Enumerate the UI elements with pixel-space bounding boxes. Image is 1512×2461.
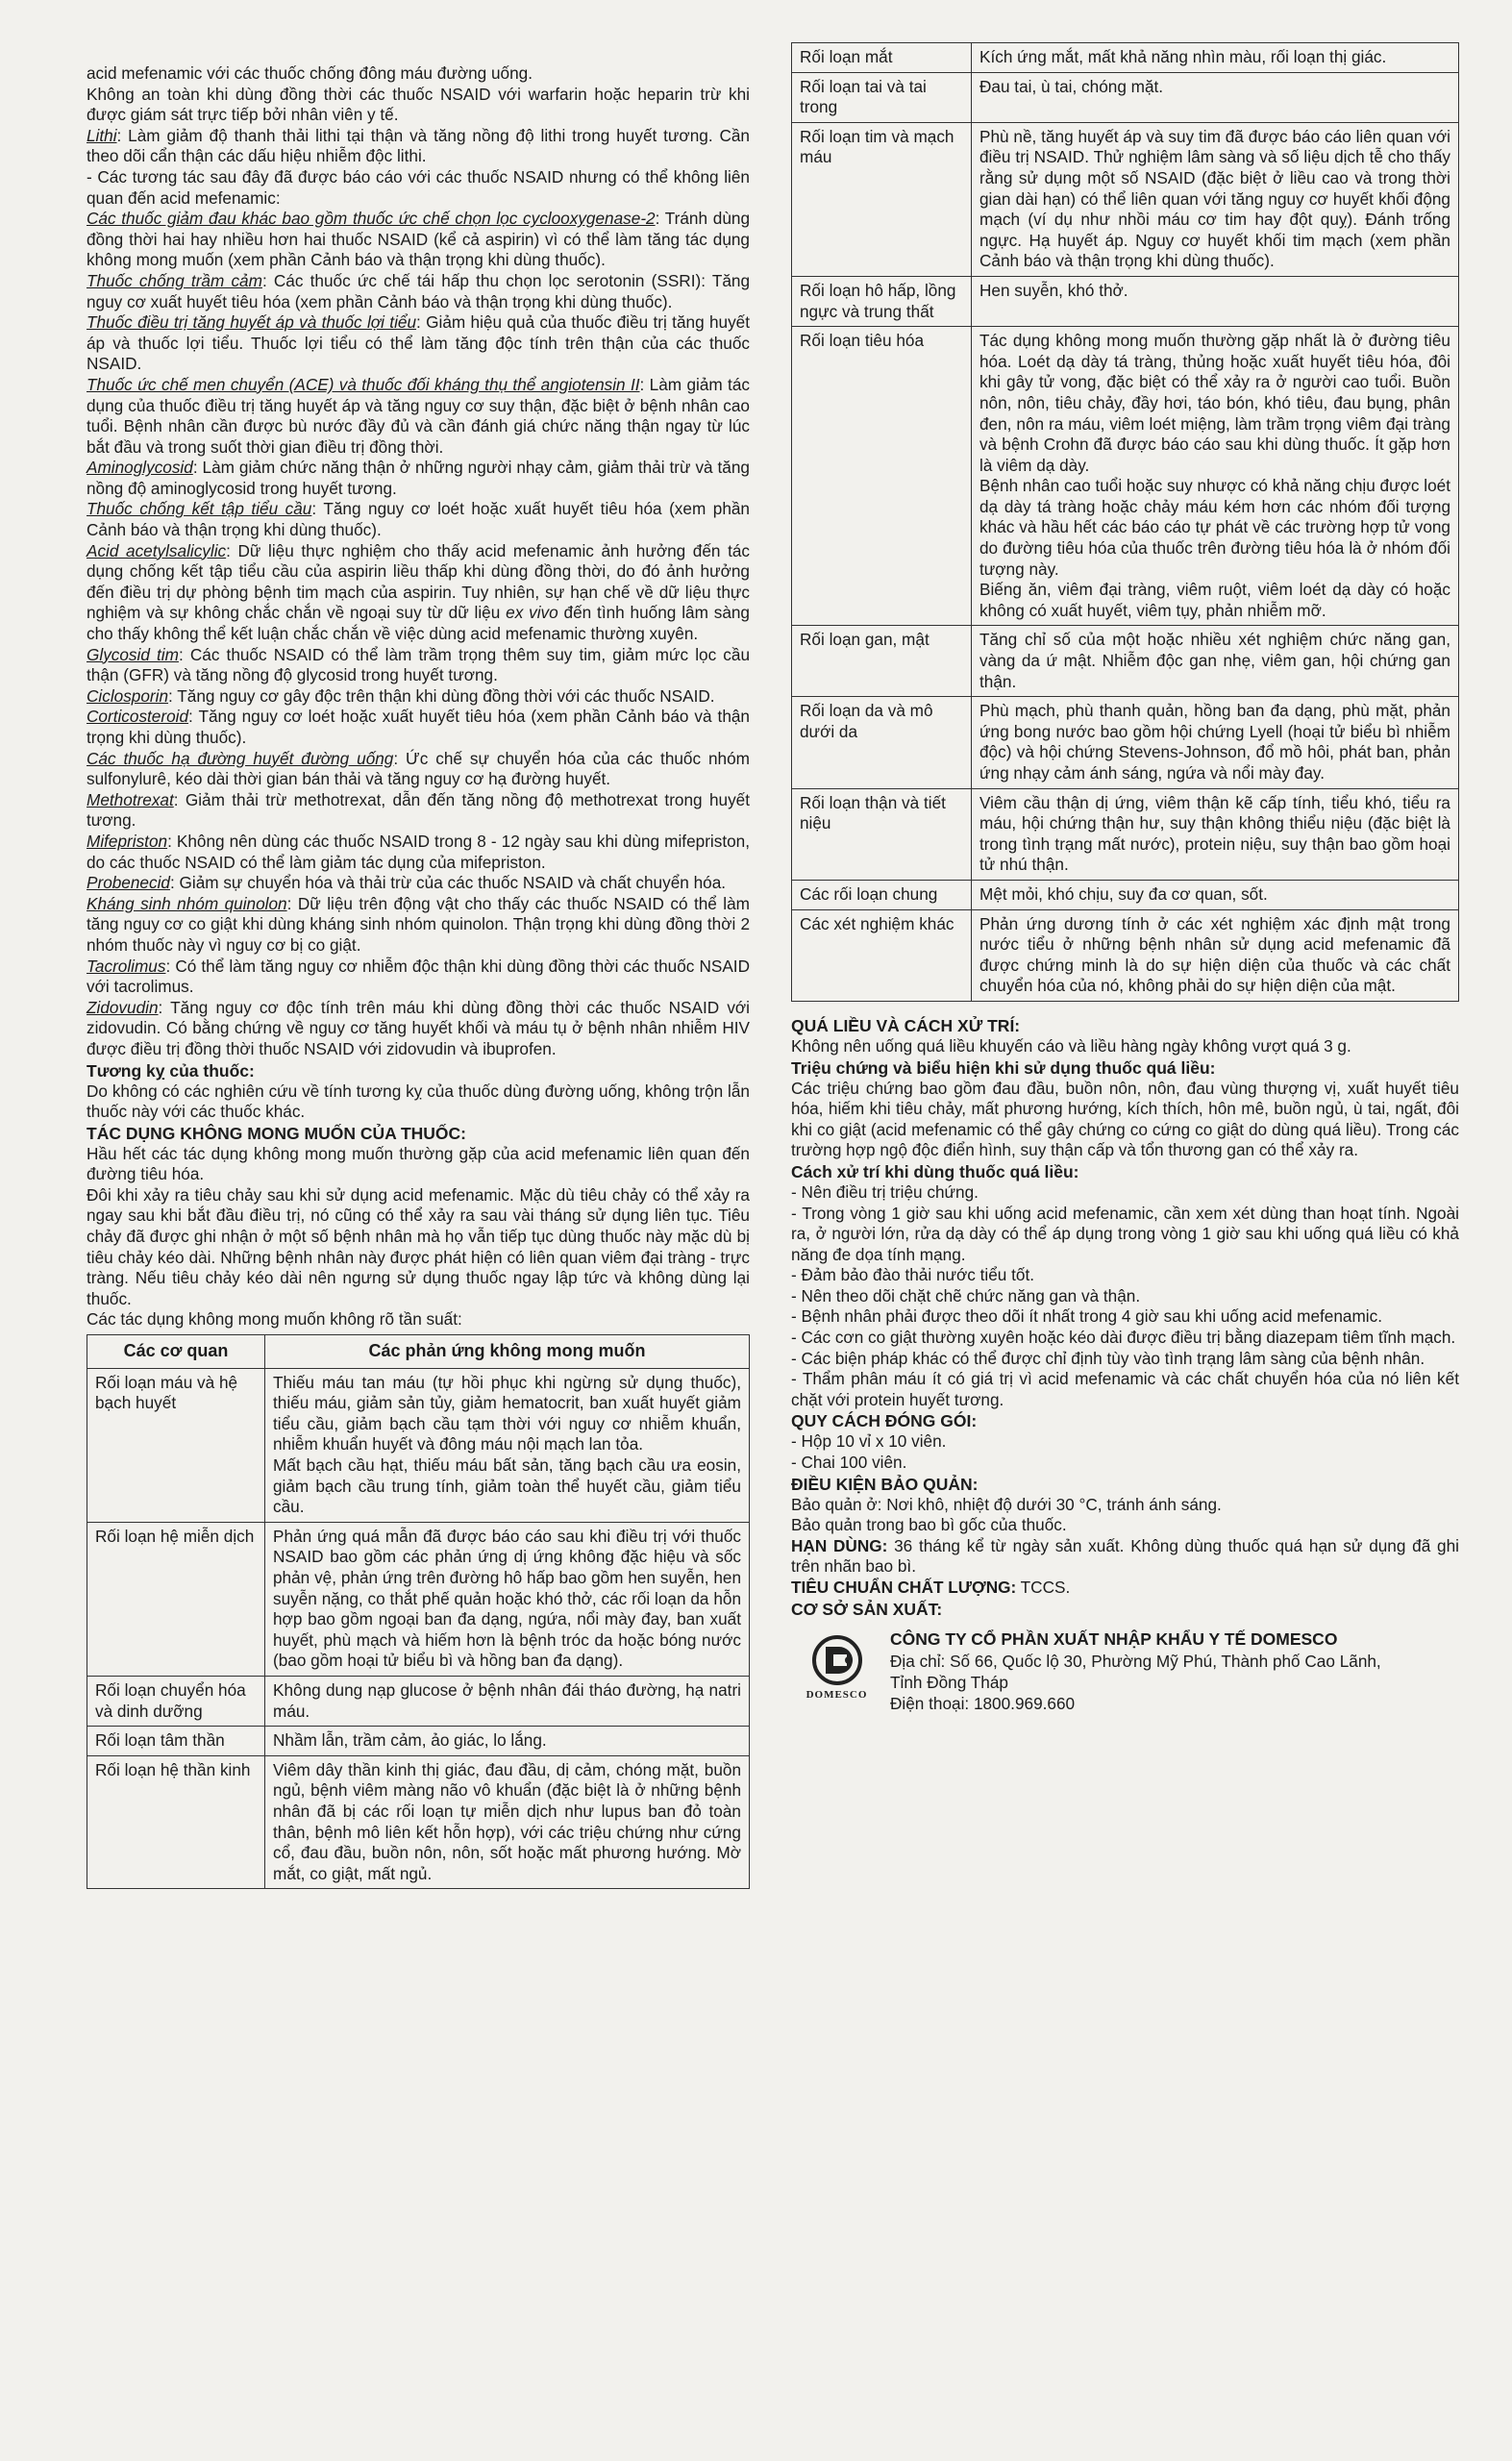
list-item: - Các cơn co giật thường xuyên hoặc kéo dài được điều trị bằng diazepam tiêm tĩnh mạch. [791,1328,1456,1348]
list-item: - Nên theo dõi chặt chẽ chức năng gan và thận. [791,1285,1141,1305]
interaction-reported: - Các tương tác sau đây đã được báo cáo với các thuốc NSAID nhưng có thể không liên quan đến acid mefenamic: [87,166,750,208]
effect-text: Viêm dây thần kinh thị giác, đau đầu, dị cảm, chóng mặt, buồn ngủ, bệnh viêm màng não vô khuẩn (đặc biệt là ở những bệnh nhân đã bị các rối loạn tự miễn dịch như lupus ban đỏ toàn thân, bệnh mô liên kết hỗn hợp), với các triệu chứng như cứng cổ, đau đầu, buồn nôn, nôn, sốt hoặc mất phương hướng. Mờ mắt, co giật, mất ngủ. [273,1759,741,1883]
table-header-organ: Các cơ quan [87,1335,265,1369]
effect-text: Phản ứng dương tính ở các xét nghiệm xác định mật trong nước tiểu ở những bệnh nhân sử dụng acid mefenamic đã được chứng minh là do sự hiện diện của thuốc và các chất chuyển hóa của nó, không phải do sự hiện diện của mật. [979,913,1450,996]
organ-cell: Rối loạn mắt [792,43,972,73]
organ-cell: Rối loạn hệ miễn dịch [87,1522,265,1676]
company-address-1: Địa chỉ: Số 66, Quốc lộ 30, Phường Mỹ Phú, Thành phố Cao Lãnh, [890,1651,1381,1671]
effects-cell [972,880,1459,909]
company-name: CÔNG TY CỔ PHẦN XUẤT NHẬP KHẨU Y TẾ DOMESCO [890,1628,1338,1649]
effect-text: Biếng ăn, viêm đại tràng, viêm ruột, viêm loét dạ dày có hoặc không có xuất huyết, viêm tụy, phản nhiễm mỡ. [979,580,1450,620]
storage-p2: Bảo quản trong bao bì gốc của thuốc. [791,1515,1067,1535]
overdose-symptoms-text: Các triệu chứng bao gồm đau đầu, buồn nôn, nôn, đau vùng thượng vị, xuất huyết tiêu hóa, hiếm khi tiêu chảy, mất phương hướng, kích thích, hôn mê, buồn ngủ, ù tai, ngất, đôi khi co giật (acid mefenamic có thể gây chứng co cứng co giật do dùng quá liều). Trong các trường hợp ngộ độc điển hình, suy thận cấp và tổn thương gan có thể xảy ra. [791,1078,1459,1160]
effects-cell [972,276,1459,326]
effect-text: Thiếu máu tan máu (tự hồi phục khi ngừng sử dụng thuốc), thiếu máu, giảm sản tủy, giảm hematocrit, ban xuất huyết giảm tiểu cầu, giảm bạch cầu tạm thời với nguy cơ nhiễm khuẩn, nhiễm khuẩn huyết và đông máu nội mạch lan tỏa. [273,1372,741,1454]
table-row [792,626,1459,697]
list-item: - Đảm bảo đào thải nước tiểu tốt. [791,1265,1035,1285]
effects-cell [972,788,1459,880]
organ-cell: Rối loạn hệ thần kinh [87,1755,265,1889]
effect-text: Mệt mỏi, khó chịu, suy đa cơ quan, sốt. [979,883,1268,904]
organ-cell: Rối loạn tiêu hóa [792,327,972,626]
interaction-probenecid: Probenecid: Giảm sự chuyển hóa và thải trừ của các thuốc NSAID và chất chuyển hóa. [87,873,727,893]
company-address-2: Tỉnh Đồng Tháp [890,1672,1008,1692]
interaction-ace: Thuốc ức chế men chuyển (ACE) và thuốc đối kháng thụ thể angiotensin II: Làm giảm tác dụng của thuốc điều trị tăng huyết áp và tăng nguy cơ suy thận, đặc biệt ở bệnh nhân cao tuổi. Bệnh nhân cần được bù nước đầy đủ và cần đánh giá chức năng thận ngay từ lúc bắt đầu và trong suốt thời gian điều trị đồng thời. [87,374,750,457]
adverse-p3: Các tác dụng không mong muốn không rõ tần suất: [87,1309,462,1330]
effects-cell [972,697,1459,788]
overdose-heading: QUÁ LIỀU VÀ CÁCH XỬ TRÍ: [791,1015,1021,1035]
effects-cell [265,1368,750,1522]
table-row [792,909,1459,1001]
effect-text: Hen suyễn, khó thở. [979,280,1128,300]
effects-cell [265,1755,750,1889]
table-header-reaction: Các phản ứng không mong muốn [265,1335,750,1369]
interaction-methotrexat: Methotrexat: Giảm thải trừ methotrexat, dẫn đến tăng nồng độ methotrexat trong huyết tương. [87,789,750,831]
effects-cell [972,909,1459,1001]
interaction-quinolon: Kháng sinh nhóm quinolon: Dữ liệu trên động vật cho thấy các thuốc NSAID có thể làm tăng nguy cơ co giật khi dùng kháng sinh nhóm quinolon. Thận trọng khi dùng đồng thời 2 nhóm thuốc này vì nguy cơ bị co giật. [87,893,750,955]
effects-cell [265,1676,750,1726]
storage-heading: ĐIỀU KIỆN BẢO QUẢN: [791,1474,979,1494]
table-row [87,1727,750,1756]
overdose-symptoms-heading: Triệu chứng và biểu hiện khi sử dụng thuốc quá liều: [791,1057,1216,1078]
interaction-mifepriston: Mifepriston: Không nên dùng các thuốc NSAID trong 8 - 12 ngày sau khi dùng mifepriston, do các thuốc NSAID có thể làm giảm tác dụng của mifepriston. [87,831,750,872]
effects-cell [972,327,1459,626]
interaction-ssri: Thuốc chống trầm cảm: Các thuốc ức chế tái hấp thu chọn lọc serotonin (SSRI): Tăng nguy cơ xuất huyết tiêu hóa (xem phần Cảnh báo và thận trọng khi dùng thuốc). [87,270,750,311]
overdose-p1: Không nên uống quá liều khuyến cáo và liều hàng ngày không vượt quá 3 g. [791,1035,1351,1056]
packaging-list [791,1431,1459,1473]
shelf-life: HẠN DÙNG: 36 tháng kể từ ngày sản xuất. Không dùng thuốc quá hạn sử dụng đã ghi trên nhãn bao bì. [791,1535,1459,1577]
domesco-logo-icon [810,1633,864,1687]
overdose-treatment-heading: Cách xử trí khi dùng thuốc quá liều: [791,1161,1079,1181]
organ-cell: Rối loạn thận và tiết niệu [792,788,972,880]
table-row [792,697,1459,788]
effect-text: Không dung nạp glucose ở bệnh nhân đái tháo đường, hạ natri máu. [273,1679,741,1721]
compat-text: Do không có các nghiên cứu về tính tương kỵ của thuốc dùng đường uống, không trộn lẫn thuốc này với các thuốc khác. [87,1081,750,1122]
effect-text: Viêm cầu thận dị ứng, viêm thận kẽ cấp tính, tiểu khó, tiểu ra máu, hội chứng thận hư, suy thận không thiểu niệu (đặc biệt là trong tình trạng mất nước), protein niệu, suy thận bao gồm hoại tử nhú thận. [979,792,1450,875]
effects-cell [265,1727,750,1756]
effect-text: Mất bạch cầu hạt, thiếu máu bất sản, tăng bạch cầu ưa eosin, giảm bạch cầu trung tính, giảm toàn thể huyết cầu, giảm tiểu cầu. [273,1455,741,1517]
adverse-table-left [87,1334,750,1889]
interaction-zidovudin: Zidovudin: Tăng nguy cơ độc tính trên máu khi dùng đồng thời các thuốc NSAID với zidovudin. Có bằng chứng về nguy cơ tăng huyết khối và máu tụ ở bệnh nhân nhiễm HIV được điều trị đồng thời thuốc NSAID với zidovudin và ibuprofen. [87,997,750,1058]
adverse-p1: Hầu hết các tác dụng không mong muốn thường gặp của acid mefenamic liên quan đến đường tiêu hóa. [87,1143,750,1184]
table-row [792,276,1459,326]
effect-text: Phản ứng quá mẫn đã được báo cáo sau khi điều trị với thuốc NSAID bao gồm các phản ứng dị ứng không đặc hiệu và sốc phản vệ, phản ứng trên đường hô hấp bao gồm hen suyễn, hen suyễn nặng, co thắt phế quản hoặc khó thở, các rối loạn da hỗn hợp bao gồm ngoại ban đa dạng, ngứa, nổi mày đay, ban xuất huyết, phù mạch và hiếm hơn là bệnh tróc da hoặc bóng nước (bao gồm hoại tử biểu bì và hồng ban đa dạng). [273,1526,741,1671]
storage-p1: Bảo quản ở: Nơi khô, nhiệt độ dưới 30 °C, tránh ánh sáng. [791,1494,1222,1514]
interaction-cox2: Các thuốc giảm đau khác bao gồm thuốc ức chế chọn lọc cyclooxygenase-2: Tránh dùng đồng thời hai hay nhiều hơn hai thuốc NSAID (kể cả aspirin) vì có thể làm tăng tác dụng không mong muốn (xem phần Cảnh báo và thận trọng khi dùng thuốc). [87,209,751,270]
adverse-heading: TÁC DỤNG KHÔNG MONG MUỐN CỦA THUỐC: [87,1123,467,1143]
list-item: - Các biện pháp khác có thể được chỉ định tùy vào tình trạng lâm sàng của bệnh nhân. [791,1348,1425,1368]
organ-cell: Rối loạn máu và hệ bạch huyết [87,1368,265,1522]
company-phone: Điện thoại: 1800.969.660 [890,1693,1076,1713]
compat-heading: Tương kỵ của thuốc: [87,1060,255,1081]
logo-wordmark: DOMESCO [806,1688,868,1701]
table-row [792,43,1459,73]
list-item: - Trong vòng 1 giờ sau khi uống acid mefenamic, cần xem xét dùng than hoạt tính. Ngoài ra, ở người lớn, rửa dạ dày có thể áp dụng trong vòng 1 giờ sau khi uống quá liều có khả năng đe dọa tính mạng. [791,1203,1459,1264]
table-row [87,1755,750,1889]
table-row [87,1522,750,1676]
adverse-p2: Đôi khi xảy ra tiêu chảy sau khi sử dụng acid mefenamic. Mặc dù tiêu chảy có thể xảy ra ngay sau khi bắt đầu điều trị, nó cũng có thể xảy ra sau vài tháng sử dụng liên tục. Tiêu chảy đã được ghi nhận ở một số bệnh nhân mà họ vẫn tiếp tục dùng thuốc này mặc dù bị tiêu chảy kéo dài. Những bệnh nhân này được phát hiện có liên quan viêm đại tràng - trực tràng. Nếu tiêu chảy kéo dài nên ngưng sử dụng thuốc ngay lập tức và không dùng lại thuốc. [87,1184,750,1308]
effects-cell [972,122,1459,276]
interaction-corticosteroid: Corticosteroid: Tăng nguy cơ loét hoặc xuất huyết tiêu hóa (xem phần Cảnh báo và thận trọng khi dùng thuốc). [87,707,750,747]
quality-standard: TIÊU CHUẨN CHẤT LƯỢNG: TCCS. [791,1578,1071,1597]
adverse-table-right [791,42,1459,1002]
organ-cell: Các rối loạn chung [792,880,972,909]
table-row [792,788,1459,880]
manufacturer-heading: CƠ SỞ SẢN XUẤT: [791,1599,943,1619]
interaction-warfarin: Không an toàn khi dùng đồng thời các thuốc NSAID với warfarin hoặc heparin trừ khi được giám sát trực tiếp bởi nhân viên y tế. [87,84,750,125]
effect-text: Kích ứng mắt, mất khả năng nhìn màu, rối loạn thị giác. [979,47,1387,66]
table-row [792,327,1459,626]
table-row [792,122,1459,276]
manufacturer-block [791,1628,1459,1714]
effect-text: Tác dụng không mong muốn thường gặp nhất là ở đường tiêu hóa. Loét dạ dày tá tràng, thủng hoặc xuất huyết tiêu hóa, đôi khi gây tử vong, đặc biệt có thể xảy ra ở người cao tuổi. Buồn nôn, nôn, tiêu chảy, đầy hơi, táo bón, khó tiêu, đau bụng, phân đen, nôn ra máu, viêm loét miệng, làm trầm trọng viêm đại tràng và bệnh Crohn đã được báo cáo sau khi dùng thuốc. Ít gặp hơn là viêm dạ dày. [979,331,1450,475]
organ-cell: Rối loạn tim và mạch máu [792,122,972,276]
organ-cell: Rối loạn chuyển hóa và dinh dưỡng [87,1676,265,1726]
interaction-cont: acid mefenamic với các thuốc chống đông máu đường uống. [87,63,533,83]
table-row [792,880,1459,909]
organ-cell: Rối loạn hô hấp, lồng ngực và trung thất [792,276,972,326]
organ-cell: Rối loạn tâm thần [87,1727,265,1756]
interaction-lithi: Lithi: Làm giảm độ thanh thải lithi tại thận và tăng nồng độ lithi trong huyết tương. Cần theo dõi cẩn thận các dấu hiệu nhiễm độc lithi. [87,125,750,166]
effect-text: Bệnh nhân cao tuổi hoặc suy nhược có khả năng chịu được loét dạ dày tá tràng hoặc chảy máu kém hơn các nhóm đối tượng khác và hầu hết các báo cáo tự phát về các trường hợp tử vong do đường tiêu hóa của thuốc trên đường tiêu hóa là ở nhóm đối tượng này. [979,476,1450,579]
interaction-antiplatelet: Thuốc chống kết tập tiểu cầu: Tăng nguy cơ loét hoặc xuất huyết tiêu hóa (xem phần Cảnh báo và thận trọng khi dùng thuốc). [87,499,750,540]
interaction-diuretic: Thuốc điều trị tăng huyết áp và thuốc lợi tiểu: Giảm hiệu quả của thuốc điều trị tăng huyết áp và thuốc lợi tiểu. Thuốc lợi tiểu có thể làm tăng độc tính trên thận của các thuốc NSAID. [87,312,750,374]
effects-cell [972,72,1459,122]
effects-cell [265,1522,750,1676]
effects-cell [972,626,1459,697]
effects-cell [972,43,1459,73]
overdose-treatment-list [791,1182,1459,1411]
effect-text: Phù nề, tăng huyết áp và suy tim đã được báo cáo liên quan với điều trị NSAID. Thử nghiệm lâm sàng và số liệu dịch tễ cho thấy rằng sử dụng một số NSAID (đặc biệt ở liều cao và trong thời gian dài hạn) có thể liên quan với tăng nguy cơ huyết khối động mạch (ví dụ như nhồi máu cơ tim hay đột quỵ). Đánh trống ngực. Hạ huyết áp. Nguy cơ huyết khối tim mạch (xem phần Cảnh báo và thận trọng khi dùng thuốc). [979,126,1450,271]
list-item: - Thẩm phân máu ít có giá trị vì acid mefenamic và các chất chuyển hóa của nó liên kết chặt với protein huyết tương. [791,1369,1459,1409]
interaction-aminoglycosid: Aminoglycosid: Làm giảm chức năng thận ở những người nhạy cảm, giảm thải trừ và tăng nồng độ aminoglycosid trong huyết tương. [87,458,750,498]
organ-cell: Rối loạn da và mô dưới da [792,697,972,788]
interaction-ciclosporin: Ciclosporin: Tăng nguy cơ gây độc trên thận khi dùng đồng thời với các thuốc NSAID. [87,685,715,706]
table-row [87,1368,750,1522]
company-info [890,1628,1381,1714]
left-column [87,63,750,1889]
organ-cell: Rối loạn tai và tai trong [792,72,972,122]
effect-text: Đau tai, ù tai, chóng mặt. [979,76,1164,96]
organ-cell: Các xét nghiệm khác [792,909,972,1001]
interaction-aspirin: Acid acetylsalicylic: Dữ liệu thực nghiệm cho thấy acid mefenamic ảnh hưởng đến tác dụng chống kết tập tiểu cầu của aspirin liều thấp khi dùng đồng thời, do đó ảnh hưởng đến điều trị dự phòng bệnh tim mạch của aspirin. Tuy nhiên, sự hạn chế về dữ liệu thực nghiệm và sự không chắc chắn về ngoại suy từ dữ liệu ex vivo đến tình huống lâm sàng cho thấy không thể kết luận chắc chắn về việc dùng acid mefenamic thường xuyên. [87,540,750,644]
effect-text: Nhầm lẫn, trầm cảm, ảo giác, lo lắng. [273,1730,547,1751]
effect-text: Tăng chỉ số của một hoặc nhiều xét nghiệm chức năng gan, vàng da ứ mật. Nhiễm độc gan nhẹ, viêm gan, hội chứng gan thận. [979,630,1450,691]
packaging-heading: QUY CÁCH ĐÓNG GÓI: [791,1411,978,1431]
interaction-hypoglycemic: Các thuốc hạ đường huyết đường uống: Ức chế sự chuyển hóa của các thuốc nhóm sulfonylurê, kéo dài thời gian bán thải và tăng nguy cơ hạ đường huyết. [87,748,750,789]
interaction-tacrolimus: Tacrolimus: Có thể làm tăng nguy cơ nhiễm độc thận khi dùng đồng thời các thuốc NSAID với tacrolimus. [87,956,750,997]
table-row [87,1676,750,1726]
effect-text: Phù mạch, phù thanh quản, hồng ban đa dạng, phù mặt, phản ứng bong nước bao gồm hội chứng Lyell (hoại tử biểu bì nhiễm độc) và hội chứng Stevens-Johnson, đổ mồ hôi, phát ban, phản ứng nhạy cảm ánh sáng, ngứa và nổi mày đay. [979,701,1450,783]
list-item: - Chai 100 viên. [791,1453,907,1473]
organ-cell: Rối loạn gan, mật [792,626,972,697]
table-row [792,72,1459,122]
domesco-logo [791,1628,882,1701]
list-item: - Bệnh nhân phải được theo dõi ít nhất trong 4 giờ sau khi uống acid mefenamic. [791,1306,1382,1327]
right-column [791,42,1459,1714]
list-item: - Nên điều trị triệu chứng. [791,1181,979,1202]
interaction-glycosid: Glycosid tim: Các thuốc NSAID có thể làm trầm trọng thêm suy tim, giảm mức lọc cầu thận (GFR) và tăng nồng độ glycosid trong huyết tương. [87,644,750,685]
list-item: - Hộp 10 vỉ x 10 viên. [791,1431,947,1452]
